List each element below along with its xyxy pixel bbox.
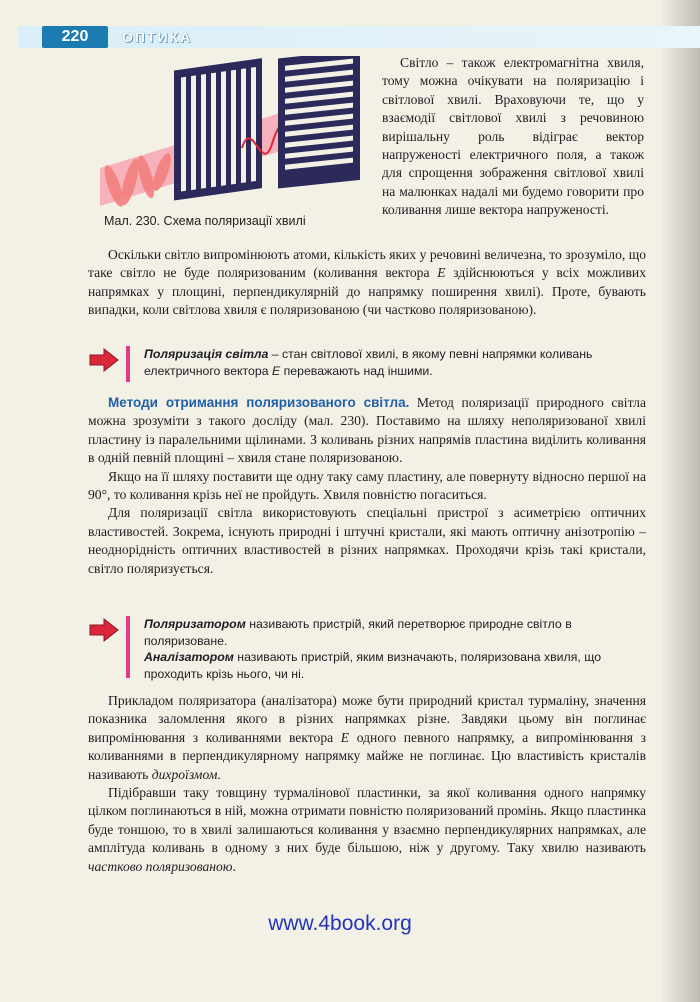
definition-accent-bar [126, 346, 130, 382]
paragraph-unpolarized [88, 246, 646, 320]
arrow-right-icon [88, 618, 120, 642]
methods-paragraph: Методи отримання поляризованого світла. Метод поляризації природного світла можна зрозуміти з такого досліду (мал. 230). Поставимо на шляху неполяризованої хвилі пластину із паралельними щілинами. З коливань різних напрямів пластина виділить коливання в одній певній площині – хвиля стане поляризованою. [88, 395, 647, 466]
definition-accent-bar [126, 616, 130, 678]
term-dichroism: дихроїзмом [151, 766, 218, 782]
definition-polarizer: Поляризатором називають пристрій, який перетворює природне світло в поляризоване. [144, 617, 572, 648]
definition-polarizer-analyzer [88, 616, 648, 680]
footer-url[interactable]: www.4book.org [268, 912, 412, 935]
grating-horizontal [278, 56, 360, 188]
definition-polarization [88, 346, 648, 386]
grating-vertical [174, 58, 262, 200]
methods-heading: Методи отримання поляризованого світла. [108, 395, 410, 410]
right-column-paragraph: Світло – також електромагнітна хвиля, тому можна очікувати на поляризацію і світлової хвилі. Враховуючи те, що у взаємодії світлової хвилі з речовиною вирішальну роль відіграє вектор напруженості електричного поля, а також для спрощення зображення світлової хвилі на малюнках надалі ми будемо говорити про коливання лише вектора напруженості. [382, 55, 644, 218]
methods-paragraph-2: Якщо на її шляху поставити ще одну таку саму пластину, але повернуту відносно першої на 90°, то коливання крізь неї не пройдуть. Хвиля повністю погаситься. [88, 468, 646, 503]
figure-caption: Мал. 230. Схема поляризації хвилі [104, 214, 306, 228]
methods-section [88, 394, 646, 578]
methods-paragraph-3: Для поляризації світла використовують спеціальні пристрої з асиметрією оптичних властивостей. Зокрема, існують природні і штучні кристали, які мають оптичну анізотропію – неоднорідність оптичних властивостей в різних напрямках. Проходячи крізь такі кристали, світло поляризується. [88, 505, 646, 576]
paragraph-unpolarized-text: Оскільки світло випромінюють атоми, кількість яких у речовині величезна, то зрозуміло, що таке світло не буде поляризованим (коливання вектора E здійснюються у всіх можливих напрямках у площині, перпендикулярній до напрямку поширення хвилі). Проте, бувають випадки, коли світлова хвиля є поляризованою (чи частково поляризованою). [88, 247, 646, 318]
definition-text: Поляризація світла – стан світлової хвилі, в якому певні напрямки коливань електричного вектора E переважають над іншими. [144, 347, 593, 378]
definition-term: Поляризація світла [144, 347, 269, 361]
page-number: 220 [42, 26, 108, 48]
paragraph-tourmaline [88, 692, 646, 876]
definition-analyzer: Аналізатором називають пристрій, яким визначають, поляризована хвиля, що проходить крізь нього, чи ні. [144, 650, 602, 681]
definition-text [144, 616, 644, 682]
right-column-text [382, 54, 644, 220]
term-partially-polarized: частково поляризованою [88, 858, 233, 874]
paragraph-tourmaline-text: Прикладом поляризатора (аналізатора) може бути природний кристал турмаліну, значення показника заломлення якого в різних напрямках різне. Завдяки цьому він поглинає випромінювання з коливаннями вектора E одного певного напрямку, а випромінювання з коливаннями в перпендикулярному напрямку майже не поглинає. Цю властивість кристалів називають дихроїзмом. [88, 693, 646, 782]
page-header [18, 26, 700, 48]
page-edge-shadow [660, 0, 700, 1002]
polarization-figure [92, 56, 382, 216]
polarization-diagram [92, 56, 382, 216]
section-title: ОПТИКА [122, 29, 193, 45]
vector-e-symbol: E [437, 265, 446, 281]
arrow-right-icon [88, 348, 120, 372]
paragraph-partial-polarization: Підібравши таку товщину турмалінової пластинки, за якої коливання одного напрямку цілком поглинаються в ній, можна отримати повністю поляризований промінь. Якщо пластинка буде тоншою, то в хвилі залишаються коливання у взаємно перпендикулярних напрямках, але амплітуда коливань в одному з них буде більшою, ніж у другому. Таку хвилю називають частково поляризованою. [88, 785, 646, 874]
